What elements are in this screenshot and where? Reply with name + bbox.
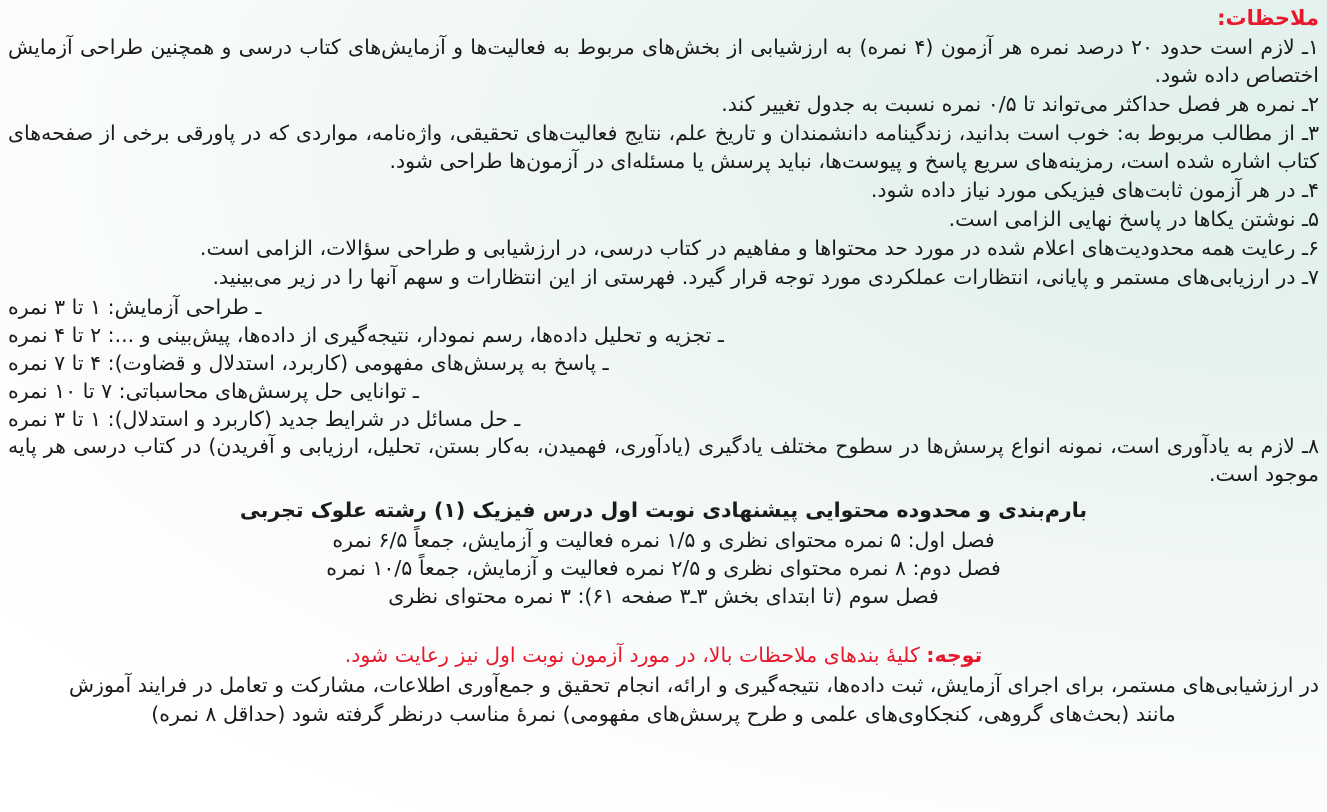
note-item-7: ۷ـ در ارزیابی‌های مستمر و پایانی، انتظارات عملکردی مورد توجه قرار گیرد. فهرستی از این انتظارات و سهم آنها را در زیر می‌بینید.: [212, 265, 1319, 290]
note-item-8: ۸ـ لازم به یادآوری است، نمونه انواع پرسش‌ها در سطوح مختلف یادگیری (یادآوری، فهمیدن، به‌کار بستن، تحلیل، ارزیابی و آفریدن) در کتاب درسی هر پایه موجود است.: [8, 434, 1319, 487]
attention-text: کلیهٔ بندهای ملاحظات بالا، در مورد آزمون نوبت اول نیز رعایت شود.: [344, 642, 927, 667]
expectation-item-new-conditions: ـ حل مسائل در شرایط جدید (کاربرد و استدلال): ۱ تا ۳ نمره: [8, 407, 521, 432]
chapter-row-three: فصل سوم (تا ابتدای بخش ۳ـ۳ صفحه ۶۱): ۳ نمره محتوای نظری: [388, 584, 939, 609]
expectation-item-data-analysis: ـ تجزیه و تحلیل داده‌ها، رسم نمودار، نتیجه‌گیری از داده‌ها، پیش‌بینی و ...: ۲ تا ۴ نمره: [8, 323, 724, 348]
chapter-row-two: فصل دوم: ۸ نمره محتوای نظری و ۲/۵ نمره فعالیت و آزمایش، جمعاً ۱۰/۵ نمره: [326, 556, 1001, 581]
note-item-4: ۴ـ در هر آزمون ثابت‌های فیزیکی مورد نیاز داده شود.: [870, 178, 1319, 203]
note-item-2: ۲ـ نمره هر فصل حداکثر می‌تواند تا ۰/۵ نمره نسبت به جدول تغییر کند.: [721, 92, 1319, 117]
performance-expectations-list: [8, 293, 1319, 433]
closing-paragraph-line-2: مانند (بحث‌های گروهی، کنجکاوی‌های علمی و طرح پرسش‌های مفهومی) نمرهٔ مناسب درنظر گرفته شود (حداقل ۸ نمره): [151, 701, 1176, 726]
expectation-item-experiment-design: ـ طراحی آزمایش: ۱ تا ۳ نمره: [8, 295, 262, 320]
notes-heading: ملاحظات:: [1217, 6, 1319, 30]
chapter-grading-list: [8, 526, 1319, 611]
closing-paragraph-line-1: در ارزشیابی‌های مستمر، برای اجرای آزمایش، ثبت داده‌ها، نتیجه‌گیری و ارائه، انجام تحقیق و جمع‌آوری اطلاعات، مشارکت و تعامل در فرایند آموزش: [69, 673, 1319, 698]
note-item-5: ۵ـ نوشتن یکاها در پاسخ نهایی الزامی است.: [948, 207, 1319, 232]
attention-label: توجه:: [926, 642, 983, 667]
expectation-item-conceptual-questions: ـ پاسخ به پرسش‌های مفهومی (کاربرد، استدلال و قضاوت): ۴ تا ۷ نمره: [8, 351, 609, 376]
grading-section-title: بارم‌بندی و محدوده محتوایی پیشنهادی نوبت اول درس فیزیک (۱) رشته علوک تجربی: [239, 498, 1088, 523]
note-item-6: ۶ـ رعایت همه محدودیت‌های اعلام شده در مورد حد محتواها و مفاهیم در کتاب درسی، در ارزشیابی و طراحی سؤالات، الزامی است.: [199, 236, 1319, 261]
note-item-3: ۳ـ از مطالب مربوط به: خوب است بدانید، زندگینامه دانشمندان و تاریخ علم، نتایج فعالیت‌های تحقیقی، واژه‌نامه، مواردی که در پاورقی برخی از صفحه‌های کتاب اشاره شده است، رمزینه‌های سریع پاسخ و پیوست‌ها، نباید پرسش یا مسئله‌ای در آزمون‌ها طراحی شود.: [8, 121, 1319, 174]
chapter-row-one: فصل اول: ۵ نمره محتوای نظری و ۱/۵ نمره فعالیت و آزمایش، جمعاً ۶/۵ نمره: [332, 527, 995, 552]
note-item-1: ۱ـ لازم است حدود ۲۰ درصد نمره هر آزمون (۴ نمره) به ارزشیابی از بخش‌های مربوط به فعالیت‌ها و آزمایش‌های کتاب درسی و همچنین طراحی آزمایش اختصاص داده شود.: [8, 35, 1319, 88]
notes-list: [8, 34, 1319, 292]
expectation-item-computational-questions: ـ توانایی حل پرسش‌های محاسباتی: ۷ تا ۱۰ نمره: [8, 379, 419, 404]
attention-note: [8, 641, 1319, 670]
